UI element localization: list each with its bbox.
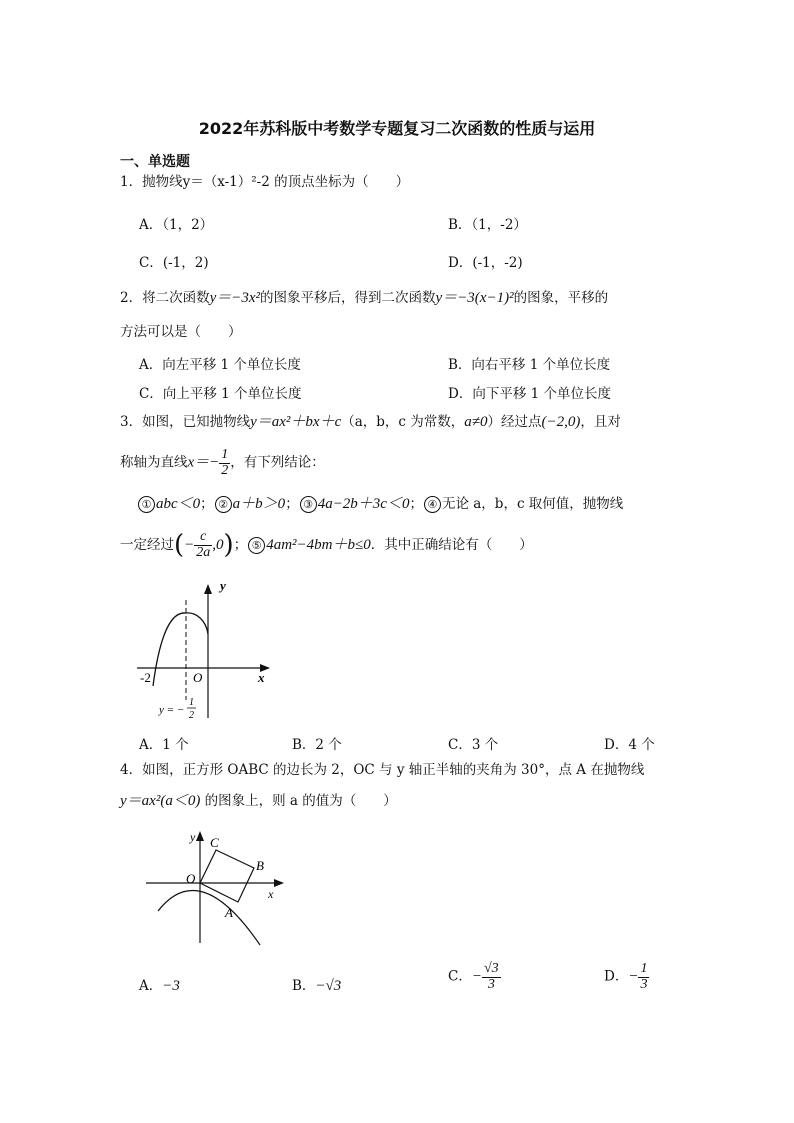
page-title: 2022年苏科版中考数学专题复习二次函数的性质与运用 bbox=[198, 119, 596, 138]
q4-option-c: C．− $\frac{√3}{3}$ bbox=[448, 961, 499, 992]
point-a-label: A bbox=[225, 905, 233, 920]
q4-option-a: A．−3 bbox=[139, 978, 180, 994]
q4-square-figure bbox=[140, 825, 290, 950]
q3-option-d: D．4 个 bbox=[604, 737, 655, 753]
q2-option-b: B．向右平移 1 个单位长度 bbox=[448, 357, 611, 373]
q3-option-a: A．1 个 bbox=[139, 737, 189, 753]
x-axis-arrow bbox=[274, 879, 284, 887]
neg2-label: -2 bbox=[140, 670, 151, 685]
q4-option-b: B．−√3 bbox=[292, 978, 342, 994]
symmetry-label: y = − bbox=[159, 704, 185, 716]
x-label: x bbox=[268, 887, 274, 901]
svg-text:1: 1 bbox=[189, 697, 194, 708]
q2-option-c: C．向上平移 1 个单位长度 bbox=[139, 386, 302, 402]
q4-stem-line1: 4．如图，正方形 OABC 的边长为 2，OC 与 y 轴正半轴的夹角为 30°，点 A 在抛物线 bbox=[120, 762, 645, 778]
q4-option-d: D．− $\frac{1}{3}$ bbox=[604, 961, 648, 992]
section-heading: 一、单选题 bbox=[120, 154, 190, 170]
q3-stem-line1: 3．如图，已知抛物线y＝ax²＋bx＋c（a，b，c 为常数，a≠0）经过点(−2,0)，且对 bbox=[120, 414, 621, 430]
q2-stem-cont: 方法可以是（ ） bbox=[120, 324, 242, 340]
q2-stem: 2．将二次函数y＝−3x²的图象平移后，得到二次函数y＝−3(x−1)²的图象，平移的 bbox=[120, 290, 609, 306]
q1-option-b: B．（1，-2） bbox=[448, 217, 527, 233]
y-axis-arrow bbox=[196, 831, 204, 841]
q3-parabola-figure bbox=[132, 578, 282, 723]
svg-text:2: 2 bbox=[189, 710, 194, 721]
q2-expr1: y＝−3x² bbox=[209, 290, 261, 306]
q2-option-d: D．向下平移 1 个单位长度 bbox=[448, 386, 611, 402]
y-axis-arrow bbox=[204, 584, 212, 594]
point-c-label: C bbox=[210, 835, 219, 850]
q1-option-c: C．(-1，2) bbox=[139, 255, 209, 271]
origin-label: O bbox=[186, 871, 196, 886]
q3-option-b: B．2 个 bbox=[292, 737, 342, 753]
q2-option-a: A．向左平移 1 个单位长度 bbox=[139, 357, 301, 373]
parabola-curve bbox=[158, 890, 260, 945]
q3-conclusions: ① abc＜0； ② a＋b＞0； ③ 4a−2b＋3c＜0； ④ 无论 a，b，c 取何值，抛物线 bbox=[137, 495, 623, 513]
q1-stem: 1．抛物线y＝（x-1）²-2 的顶点坐标为（ ） bbox=[120, 174, 410, 190]
x-label: x bbox=[258, 670, 265, 685]
q3-option-c: C．3 个 bbox=[448, 737, 499, 753]
q1-option-d: D．(-1，-2) bbox=[448, 255, 523, 271]
q1-option-a: A．（1，2） bbox=[139, 217, 214, 233]
y-label: y bbox=[190, 830, 196, 844]
q2-expr2: y＝−3(x−1)² bbox=[435, 290, 514, 306]
q3-stem-line2: 称轴为直线x＝− $\frac{1}{2}$ ，有下列结论： bbox=[120, 447, 325, 478]
point-b-label: B bbox=[256, 858, 264, 873]
q4-stem-line2: y＝ax²(a＜0) 的图象上，则 a 的值为（ ） bbox=[120, 793, 397, 809]
y-label: y bbox=[220, 578, 226, 593]
origin-label: O bbox=[193, 670, 203, 685]
q3-stem-line4: 一定经过(− $\frac{c}{2a}$ ,0)； ⑤ 4am²−4bm＋b≤0．其中正确结论有（ ） bbox=[120, 529, 533, 561]
